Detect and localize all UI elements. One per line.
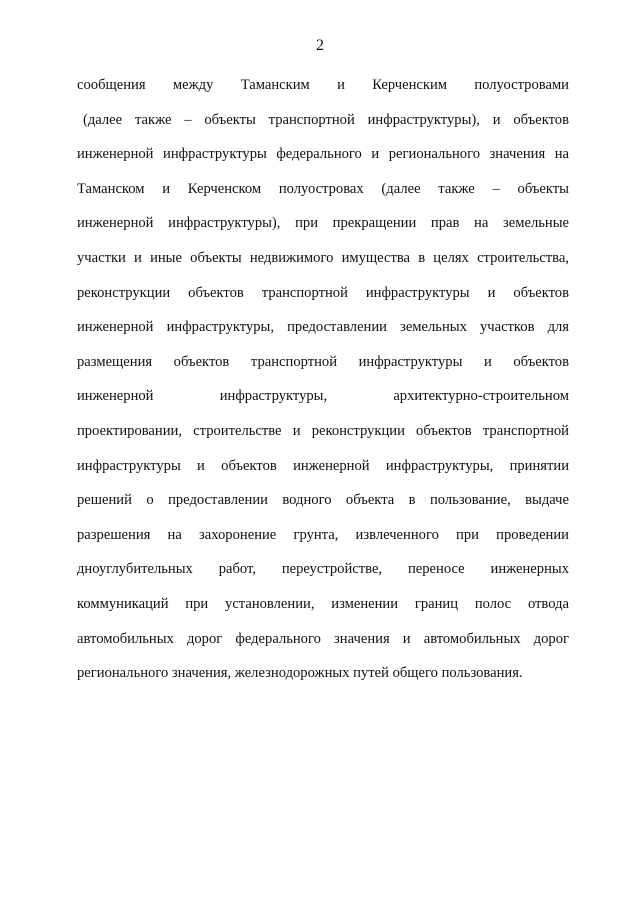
text-line: реконструкции объектов транспортной инфраструктуры и объектов bbox=[77, 284, 569, 301]
text-line: сообщения между Таманским и Керченским полуостровами bbox=[77, 77, 569, 93]
text-line: размещения объектов транспортной инфраструктуры и объектов bbox=[77, 353, 569, 370]
text-line: (далее также – объекты транспортной инфраструктуры), и объектов bbox=[83, 111, 569, 128]
text-line: регионального значения, железнодорожных путей общего пользования. bbox=[77, 665, 523, 682]
text-line: инженерной инфраструктуры федерального и регионального значения на bbox=[77, 146, 569, 163]
text-line: коммуникаций при установлении, изменении границ полос отвода bbox=[77, 595, 569, 612]
text-line: разрешения на захоронение грунта, извлеченного при проведении bbox=[77, 526, 569, 543]
text-line: инфраструктуры и объектов инженерной инфраструктуры, принятии bbox=[77, 457, 569, 474]
body-paragraph bbox=[77, 68, 569, 691]
text-line: инженерной инфраструктуры), при прекращении прав на земельные bbox=[77, 215, 569, 232]
text-line: инженерной инфраструктуры, архитектурно-строительном bbox=[77, 388, 569, 405]
text-line: дноуглубительных работ, переустройстве, переносе инженерных bbox=[77, 561, 569, 578]
text-line: инженерной инфраструктуры, предоставлении земельных участков для bbox=[77, 319, 569, 336]
text-line: Таманском и Керченском полуостровах (далее также – объекты bbox=[77, 180, 569, 197]
text-line: решений о предоставлении водного объекта в пользование, выдаче bbox=[77, 492, 569, 509]
text-line: участки и иные объекты недвижимого имущества в целях строительства, bbox=[77, 249, 569, 266]
page-number: 2 bbox=[316, 37, 324, 54]
text-line: автомобильных дорог федерального значения и автомобильных дорог bbox=[77, 630, 569, 647]
text-line: проектировании, строительстве и реконструкции объектов транспортной bbox=[77, 422, 569, 439]
